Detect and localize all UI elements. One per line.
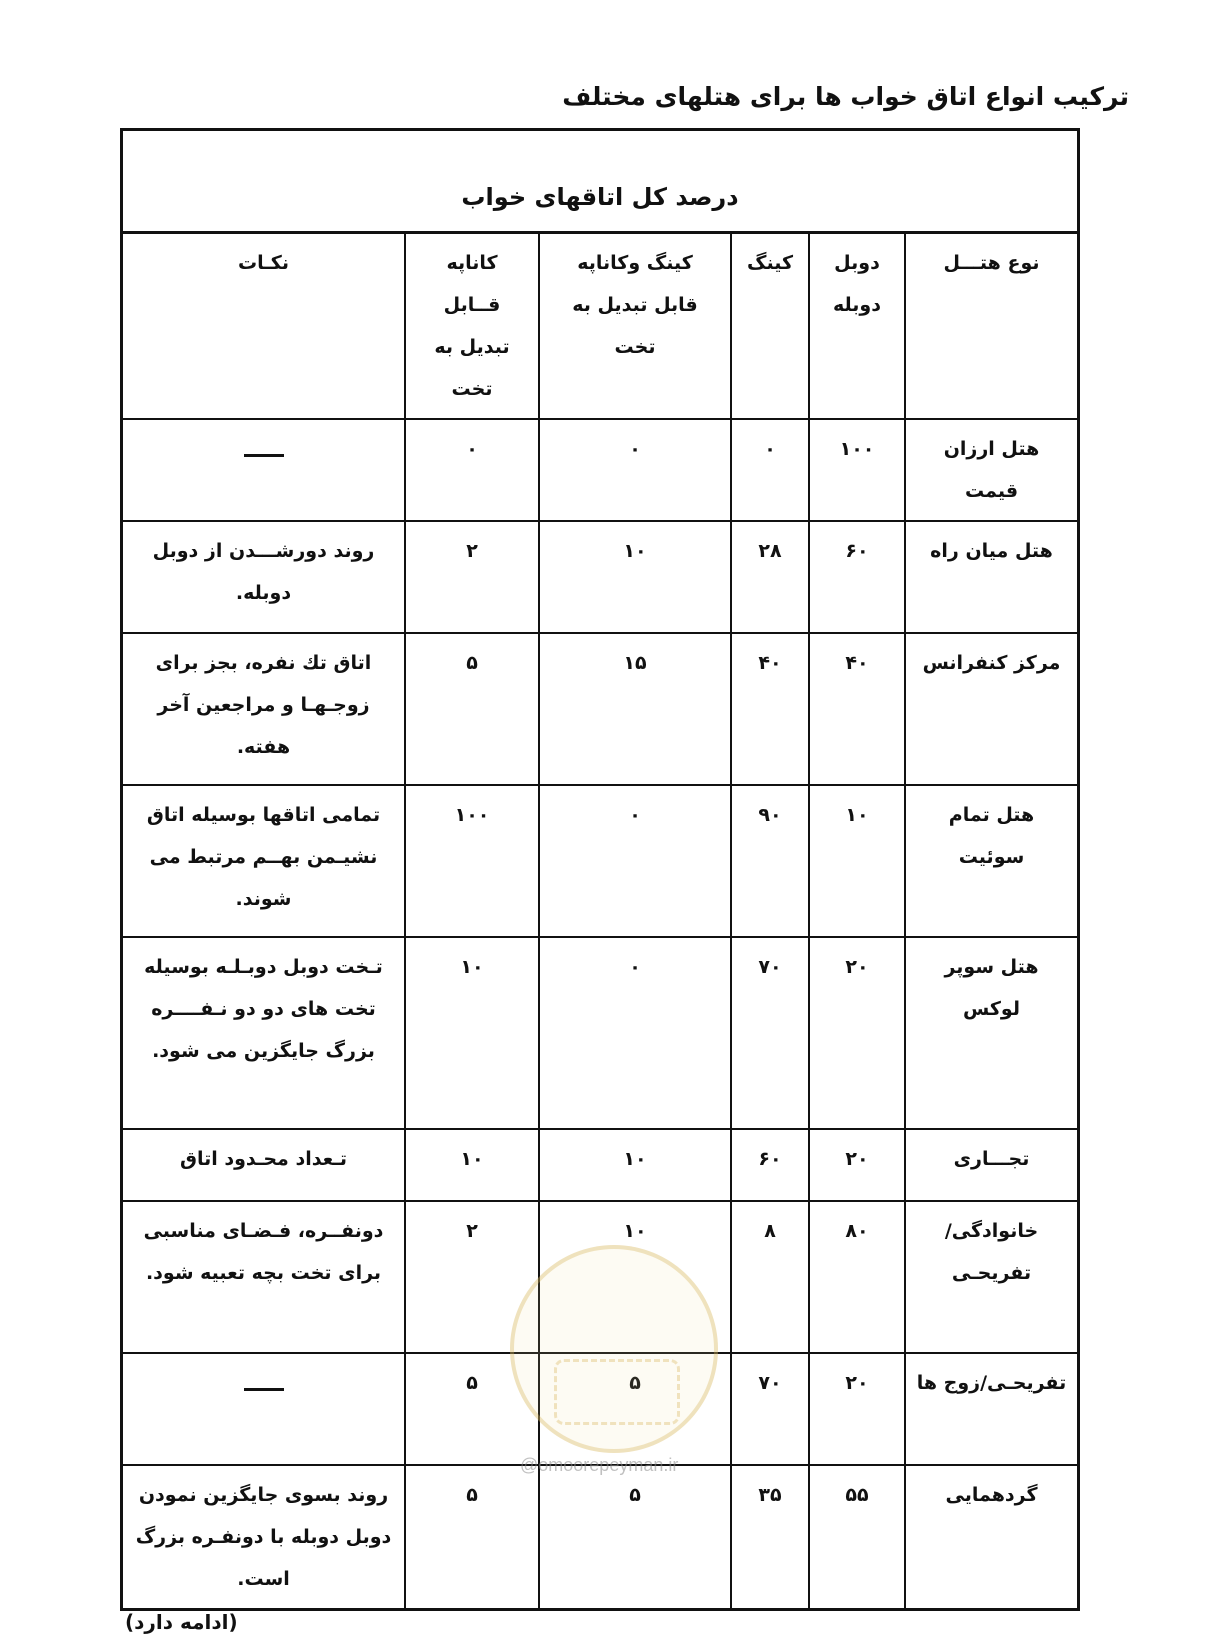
watermark-seal xyxy=(510,1245,718,1453)
cell-sofa: ۰ xyxy=(405,419,539,521)
header-king-sofa-line2: قابل تبدیل به تخت xyxy=(572,294,698,358)
cell-notes: روند دورشـــدن از دوبل دوبله. xyxy=(123,521,405,633)
header-sofa xyxy=(405,234,539,419)
header-notes: نکـات xyxy=(123,234,405,419)
header-double-double: دوبل دوبله xyxy=(809,234,905,419)
table-row xyxy=(123,419,1077,521)
table-caption: درصد کل اتاقهای خواب xyxy=(461,183,739,211)
cell-king-sofa: ۱۰ xyxy=(539,521,731,633)
cell-hotel-type: گردهمایی xyxy=(905,1465,1077,1608)
cell-sofa: ۲ xyxy=(405,521,539,633)
cell-king: ۷۰ xyxy=(731,1353,809,1465)
header-hotel-type: نوع هتـــل xyxy=(905,234,1077,419)
cell-king-sofa: ۰ xyxy=(539,419,731,521)
cell-hotel-type: هتل ارزان قیمت xyxy=(905,419,1077,521)
cell-double-double: ۲۰ xyxy=(809,1353,905,1465)
cell-king-sofa: ۵ xyxy=(539,1353,731,1465)
cell-king: ۸ xyxy=(731,1201,809,1353)
cell-king-sofa: ۰ xyxy=(539,937,731,1129)
cell-notes: دونفــره، فـضـای مناسبی برای تخت بچه تعبیه شود. xyxy=(123,1201,405,1353)
cell-sofa: ۱۰ xyxy=(405,1129,539,1201)
cell-king: ۹۰ xyxy=(731,785,809,937)
cell-king: ۶۰ xyxy=(731,1129,809,1201)
cell-hotel-type: مرکز کنفرانس xyxy=(905,633,1077,785)
cell-sofa: ۱۰ xyxy=(405,937,539,1129)
header-sofa-line2: تبدیل به تخت xyxy=(434,336,510,400)
header-king: کینگ xyxy=(731,234,809,419)
table-row xyxy=(123,937,1077,1129)
cell-king-sofa: ۱۰ xyxy=(539,1129,731,1201)
cell-king-sofa: ۵ xyxy=(539,1465,731,1608)
cell-double-double: ۱۰۰ xyxy=(809,419,905,521)
table-row xyxy=(123,1129,1077,1201)
header-sofa-line1: کاناپه قــابل xyxy=(443,252,501,316)
cell-sofa: ۲ xyxy=(405,1201,539,1353)
cell-notes: تمامی اتاقها بوسیله اتاق نشیـمن بهــم مرتبط می شوند. xyxy=(123,785,405,937)
table-caption-box xyxy=(123,131,1077,234)
table-row xyxy=(123,785,1077,937)
continued-note: (ادامه دارد) xyxy=(125,1610,238,1634)
cell-double-double: ۲۰ xyxy=(809,937,905,1129)
cropped-top-edge xyxy=(100,0,1100,24)
header-king-sofa xyxy=(539,234,731,419)
cell-notes: اتاق تك نفره، بجز برای زوجـهـا و مراجعین آخر هفته. xyxy=(123,633,405,785)
cell-king-sofa: ۰ xyxy=(539,785,731,937)
cell-double-double: ۴۰ xyxy=(809,633,905,785)
cell-sofa: ۱۰۰ xyxy=(405,785,539,937)
cell-hotel-type: هتل تمام سوئیت xyxy=(905,785,1077,937)
cell-double-double: ۸۰ xyxy=(809,1201,905,1353)
empty-dash xyxy=(244,454,284,457)
table-row xyxy=(123,633,1077,785)
cell-notes: تـعداد محـدود اتاق xyxy=(123,1129,405,1201)
table-row xyxy=(123,521,1077,633)
cell-sofa: ۵ xyxy=(405,633,539,785)
cell-double-double: ۵۵ xyxy=(809,1465,905,1608)
cell-hotel-type: هتل سوپر لوکس xyxy=(905,937,1077,1129)
cell-hotel-type: تفریحـی/زوج ها xyxy=(905,1353,1077,1465)
cell-king: ۳۵ xyxy=(731,1465,809,1608)
cell-hotel-type: هتل میان راه xyxy=(905,521,1077,633)
cell-king: ۴۰ xyxy=(731,633,809,785)
cell-king-sofa: ۱۵ xyxy=(539,633,731,785)
cell-double-double: ۱۰ xyxy=(809,785,905,937)
watermark-seal-inner xyxy=(554,1359,680,1425)
cell-sofa: ۵ xyxy=(405,1465,539,1608)
cell-double-double: ۲۰ xyxy=(809,1129,905,1201)
empty-dash xyxy=(244,1388,284,1391)
cell-notes xyxy=(123,1353,405,1465)
cell-king: ۰ xyxy=(731,419,809,521)
cell-hotel-type: خانوادگی/تفریحـی xyxy=(905,1201,1077,1353)
cell-king: ۷۰ xyxy=(731,937,809,1129)
cell-hotel-type: تجـــاری xyxy=(905,1129,1077,1201)
page-title: ترکیب انواع اتاق خواب ها برای هتلهای مختلف xyxy=(562,82,1129,111)
header-king-sofa-line1: کینگ وکاناپه xyxy=(577,252,693,274)
cell-king-sofa: ۱۰ xyxy=(539,1201,731,1353)
header-row xyxy=(123,234,1077,419)
cell-king: ۲۸ xyxy=(731,521,809,633)
table-row xyxy=(123,1465,1077,1608)
cell-sofa: ۵ xyxy=(405,1353,539,1465)
watermark-text: @omoorepeyman.ir xyxy=(520,1455,679,1475)
cell-notes: روند بسوی جایگزین نمودن دوبل دوبله با دونفـره بزرگ است. xyxy=(123,1465,405,1608)
cell-notes xyxy=(123,419,405,521)
cell-notes: تـخت دوبل دوبـلـه بوسیله تخت های دو دو نـفــــره بزرگ جایگزین می شود. xyxy=(123,937,405,1129)
cell-double-double: ۶۰ xyxy=(809,521,905,633)
